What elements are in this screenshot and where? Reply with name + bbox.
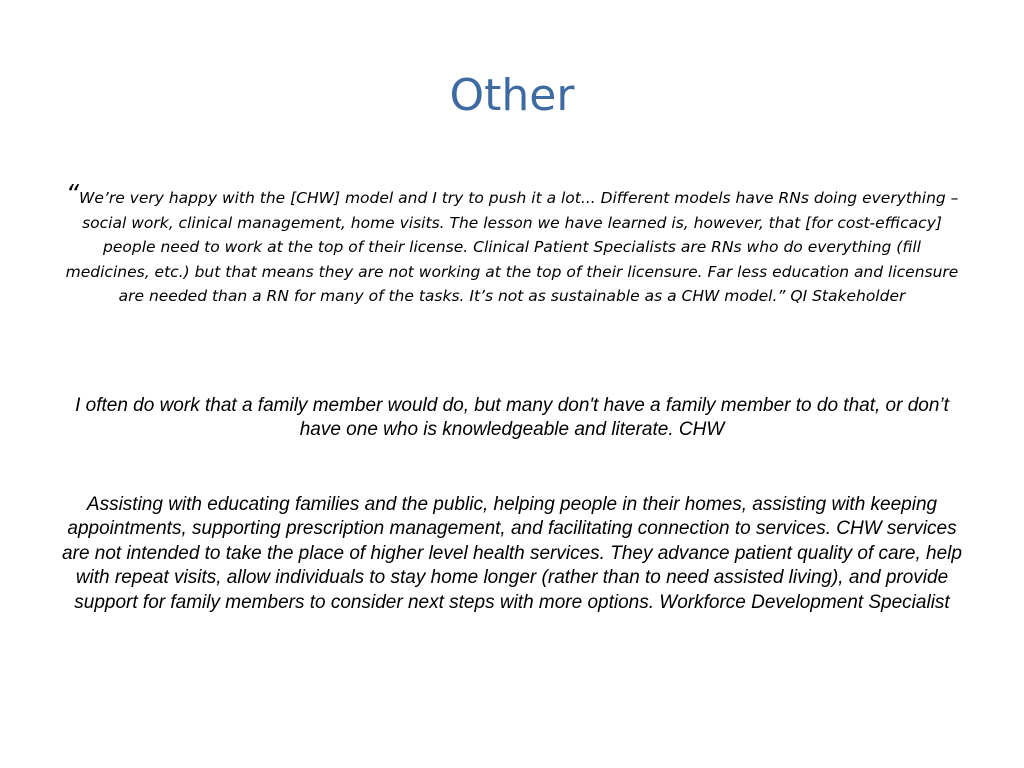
quote-workforce-development-specialist: Assisting with educating families and the public, helping people in their homes, assisting with keeping appointments, supporting prescription management, and facilitating connection to services. CHW services are not intended to take the place of higher level health services. They advance patient quality of care, help with repeat visits, allow individuals to stay home longer (rather than to need assisted living), and provide support for family members to consider next steps with more options. Workforce Development Specialist: [62, 494, 962, 613]
quote-chw: I often do work that a family member would do, but many don't have a family member to do that, or don’t have one who is knowledgeable and literate. CHW: [75, 395, 949, 440]
quote-qi-stakeholder: [60, 180, 964, 309]
slide-title: Other: [449, 70, 575, 121]
opening-quote-mark: “: [65, 180, 80, 210]
quote-text: We’re very happy with the [CHW] model and I try to push it a lot... Different models have RNs doing everything – social work, clinical management, home visits. The lesson we have learned is, however, that [for cost-efficacy] people need to work at the top of their license. Clinical Patient Specialists are RNs who do everything (fill medicines, etc.) but that means they are not working at the top of their licensure. Far less education and licensure are needed than a RN for many of the tasks. It’s not as sustainable as a CHW model.” QI Stakeholder: [65, 189, 959, 305]
